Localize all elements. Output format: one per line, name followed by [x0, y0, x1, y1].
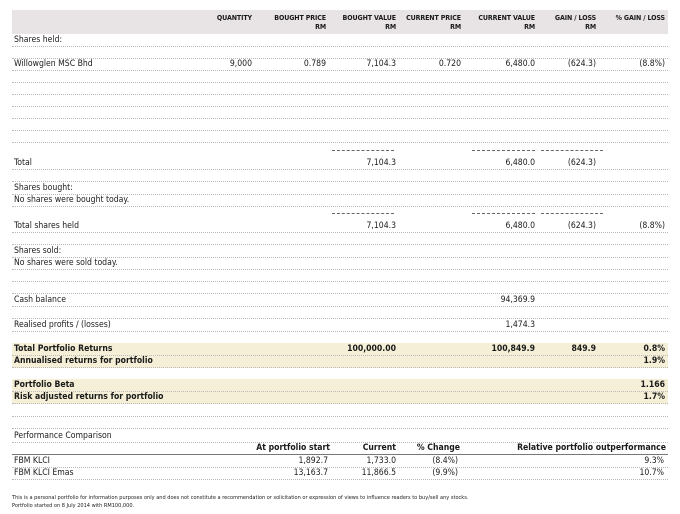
perf-row-name: FBM KLCI [14, 456, 50, 466]
header-current-price [396, 14, 461, 32]
total-held-label: Total shares held [14, 221, 79, 231]
holding-pct: (8.8%) [639, 59, 665, 69]
header-bought-price-label: BOUGHT PRICE [274, 14, 326, 22]
returns-current: 100,849.9 [491, 344, 535, 354]
perf-row-relative: 10.7% [639, 468, 664, 478]
blank-row [12, 169, 668, 182]
returns-pct: 0.8% [643, 344, 665, 354]
perf-row [12, 467, 668, 480]
perf-col-change: % Change [416, 443, 460, 453]
perf-header-row [12, 442, 668, 455]
perf-title: Performance Comparison [14, 431, 112, 441]
header-gain-loss-label: GAIN / LOSS [554, 14, 596, 22]
header-bought-value-unit: RM [385, 23, 396, 31]
header-current-price-label: CURRENT PRICE [406, 14, 461, 22]
perf-row-name: FBM KLCI Emas [14, 468, 74, 478]
subtotal-rule [332, 213, 394, 214]
blank-row [12, 281, 668, 294]
header-quantity: QUANTITY [216, 14, 252, 22]
shares-bought-label: Shares bought: [14, 183, 73, 193]
subtotal-rule [472, 213, 535, 214]
no-sold-text: No shares were sold today. [14, 258, 118, 268]
blank-row [12, 306, 668, 319]
header-bought-price-unit: RM [315, 23, 326, 31]
holding-current-value: 6,480.0 [505, 59, 535, 69]
shares-held-label: Shares held: [14, 35, 63, 45]
no-bought-text: No shares were bought today. [14, 195, 130, 205]
header-bought-value [330, 14, 396, 32]
perf-col-relative: Relative portfolio outperformance [517, 443, 666, 453]
section-row [12, 194, 668, 207]
header-gain-loss-unit: RM [585, 23, 596, 31]
header-current-price-unit: RM [450, 23, 461, 31]
realised-label: Realised profits / (losses) [14, 320, 111, 330]
subtotal-rule [332, 150, 394, 151]
holding-quantity: 9,000 [229, 59, 252, 69]
returns-bought: 100,000.00 [347, 344, 396, 354]
perf-row-start: 13,163.7 [293, 468, 328, 478]
footnote-disclaimer: This is a personal portfolio for information purposes only and does not constitute a recommendation or solicitation or expression of views to influence readers to buy/sell any stocks. [12, 495, 469, 501]
blank-row [12, 232, 668, 245]
header-gain-loss [540, 14, 596, 32]
perf-col-start: At portfolio start [256, 443, 330, 453]
total-current-value: 6,480.0 [505, 158, 535, 168]
perf-row-change: (9.9%) [432, 468, 458, 478]
risk-row [12, 391, 668, 404]
perf-col-current: Current [362, 443, 396, 453]
holding-bought-value: 7,104.3 [366, 59, 396, 69]
subtotal-rule [472, 150, 535, 151]
risk-label: Risk adjusted returns for portfolio [14, 392, 164, 402]
total-held-pct: (8.8%) [639, 221, 665, 231]
holding-gain-loss: (624.3) [567, 59, 596, 69]
table-header [12, 10, 668, 34]
holding-current-price: 0.720 [438, 59, 461, 69]
perf-row-change: (8.4%) [432, 456, 458, 466]
blank-row [12, 130, 668, 143]
holding-name: Willowglen MSC Bhd [14, 59, 93, 69]
header-current-value [464, 14, 535, 32]
beta-label: Portfolio Beta [14, 380, 75, 390]
returns-gain: 849.9 [571, 344, 596, 354]
returns-label: Total Portfolio Returns [14, 344, 113, 354]
perf-row-current: 11,866.5 [361, 468, 396, 478]
total-held-bought-value: 7,104.3 [366, 221, 396, 231]
header-bought-price [262, 14, 326, 32]
risk-value: 1.7% [643, 392, 665, 402]
annualised-label: Annualised returns for portfolio [14, 356, 153, 366]
subtotal-rule [541, 150, 603, 151]
cash-value: 94,369.9 [500, 295, 535, 305]
header-current-value-label: CURRENT VALUE [478, 14, 535, 22]
header-pct-gain-loss: % GAIN / LOSS [615, 14, 665, 22]
annualised-row [12, 355, 668, 368]
perf-row-current: 1,733.0 [366, 456, 396, 466]
blank-row [12, 416, 668, 429]
footnote-start: Portfolio started on 8 July 2014 with RM100,000. [12, 503, 135, 509]
realised-value: 1,474.3 [505, 320, 535, 330]
perf-row-start: 1,892.7 [298, 456, 328, 466]
shares-sold-label: Shares sold: [14, 246, 62, 256]
perf-row-relative: 9.3% [644, 456, 664, 466]
total-held-gain-loss: (624.3) [567, 221, 596, 231]
header-bought-value-label: BOUGHT VALUE [342, 14, 396, 22]
total-bought-value: 7,104.3 [366, 158, 396, 168]
subtotal-rule [541, 213, 603, 214]
total-gain-loss: (624.3) [567, 158, 596, 168]
cash-label: Cash balance [14, 295, 66, 305]
holding-bought-price: 0.789 [303, 59, 326, 69]
header-current-value-unit: RM [524, 23, 535, 31]
total-held-current-value: 6,480.0 [505, 221, 535, 231]
annualised-pct: 1.9% [643, 356, 665, 366]
beta-value: 1.166 [640, 380, 665, 390]
total-label: Total [14, 158, 32, 168]
